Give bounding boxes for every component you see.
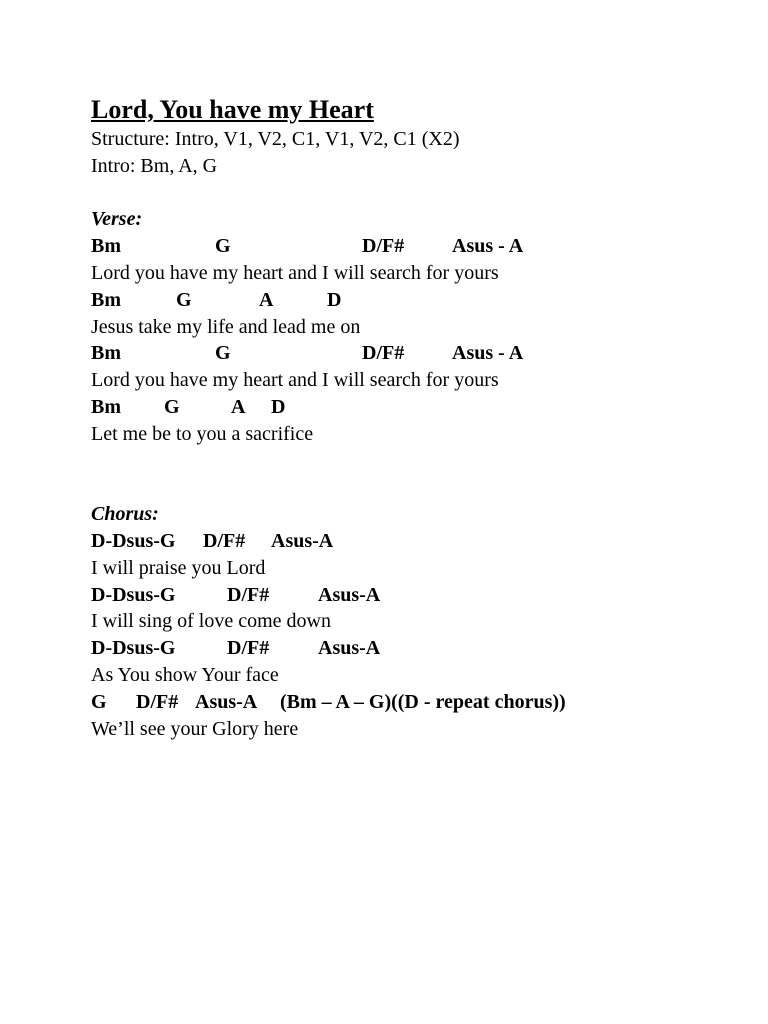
chord-sheet [91, 94, 751, 742]
chord: D [327, 288, 342, 311]
lyric-line: Lord you have my heart and I will search for yours [91, 261, 499, 284]
chord: D/F# [203, 529, 246, 552]
chord: D/F# [362, 235, 405, 258]
spacer [91, 448, 751, 475]
lyric-line: As You show Your face [91, 663, 279, 686]
intro-line: Intro: Bm, A, G [91, 154, 218, 177]
song-title: Lord, You have my Heart [91, 95, 374, 124]
chord: Bm [91, 342, 121, 365]
chord: D/F# [362, 342, 405, 365]
chord-row [91, 528, 751, 555]
chord: G [164, 395, 180, 418]
chord: D/F# [227, 583, 270, 606]
chord: Bm [91, 235, 121, 258]
chord: D/F# [227, 637, 270, 660]
chord-row [91, 689, 751, 716]
chord: G [91, 690, 107, 713]
chord-row [91, 233, 751, 260]
chord: Asus-A [318, 637, 381, 660]
spacer [91, 474, 751, 501]
chord: Asus - A [452, 342, 524, 365]
chord-row [91, 582, 751, 609]
chord: Bm [91, 288, 121, 311]
chord: D-Dsus-G [91, 637, 176, 660]
spacer [91, 180, 751, 207]
chord: D-Dsus-G [91, 529, 176, 552]
lyric-line: We’ll see your Glory here [91, 717, 299, 740]
structure-line: Structure: Intro, V1, V2, C1, V1, V2, C1 (X2) [91, 128, 460, 150]
chord: Asus - A [452, 235, 524, 258]
lyric-line: Lord you have my heart and I will search for yours [91, 369, 499, 392]
chord-row [91, 635, 751, 662]
chord: G [176, 288, 192, 311]
lyric-line: I will sing of love come down [91, 610, 331, 633]
chord: D/F# [136, 690, 179, 713]
chord: A [259, 288, 274, 311]
chord-row [91, 340, 751, 367]
chord: Asus-A [318, 583, 381, 606]
chord-row [91, 394, 751, 421]
chord: Asus-A [195, 690, 258, 713]
chord: Bm [91, 395, 121, 418]
chord: G [215, 235, 231, 258]
chord: Asus-A [271, 529, 334, 552]
chord: D-Dsus-G [91, 583, 176, 606]
chord: G [215, 342, 231, 365]
lyric-line: Let me be to you a sacrifice [91, 422, 314, 445]
chord: D [271, 395, 286, 418]
chord: (Bm – A – G)((D - repeat chorus)) [280, 690, 566, 713]
lyric-line: I will praise you Lord [91, 556, 266, 579]
verse-heading: Verse: [91, 208, 143, 231]
lyric-line: Jesus take my life and lead me on [91, 315, 361, 338]
chord-row [91, 287, 751, 314]
chorus-heading: Chorus: [91, 503, 159, 526]
chord: A [231, 395, 246, 418]
